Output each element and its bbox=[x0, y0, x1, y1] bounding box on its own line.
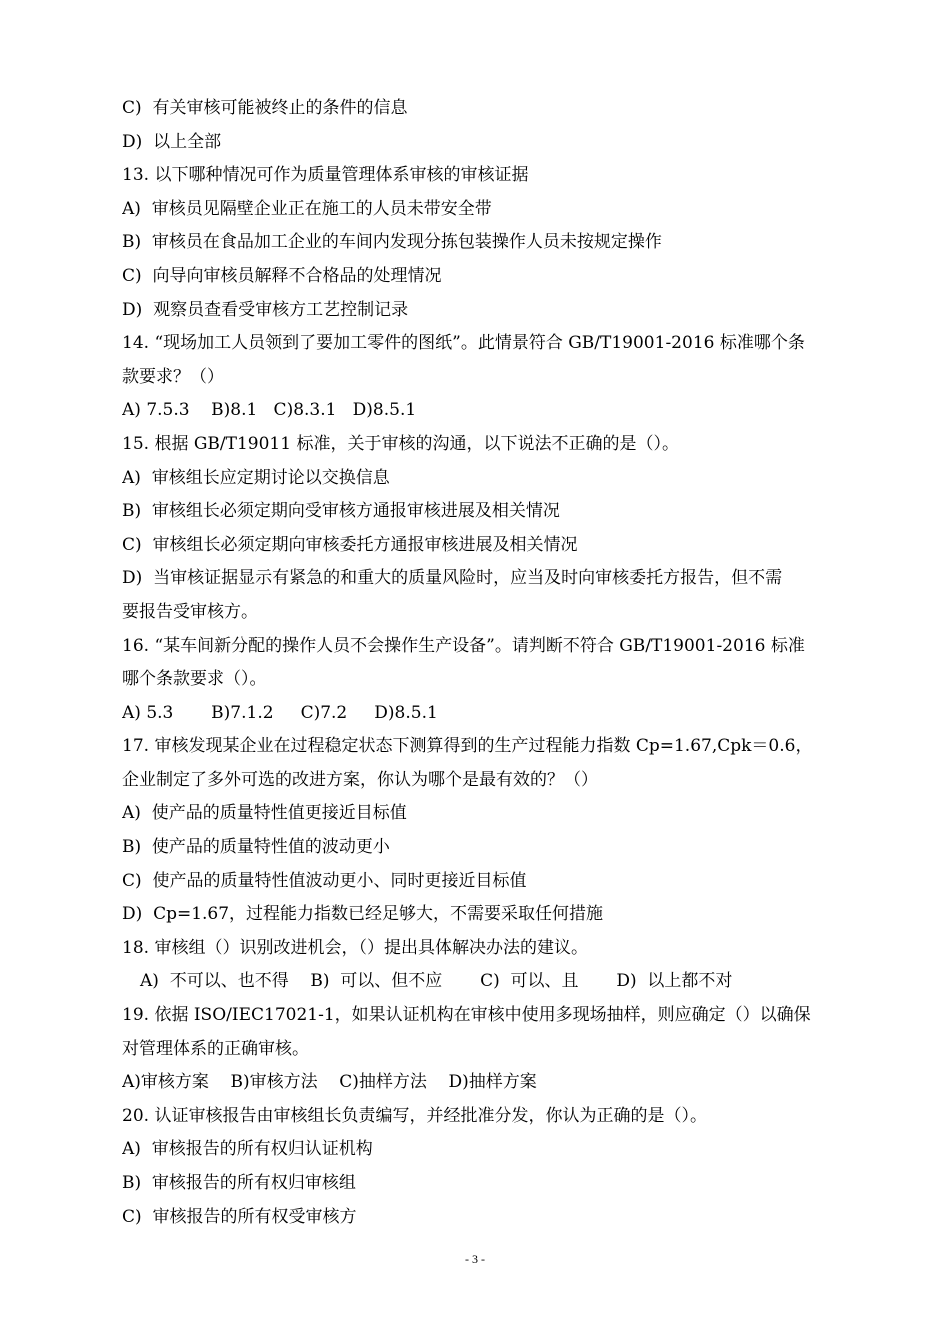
option-line: B) 审核组长必须定期向受审核方通报审核进展及相关情况 bbox=[122, 501, 560, 522]
question-line: 17. 审核发现某企业在过程稳定状态下测算得到的生产过程能力指数 Cp=1.67,Cpk＝0.6， bbox=[122, 736, 813, 757]
option-line: A) 使产品的质量特性值更接近目标值 bbox=[122, 803, 407, 824]
question-line: 18. 审核组（）识别改进机会，（）提出具体解决办法的建议。 bbox=[122, 937, 588, 958]
option-line: A) 7.5.3 B)8.1 C)8.3.1 D)8.5.1 bbox=[122, 400, 417, 421]
option-line: A) 审核报告的所有权归认证机构 bbox=[122, 1139, 373, 1160]
question-line: 款要求？（） bbox=[122, 366, 224, 387]
question-line: 20. 认证审核报告由审核组长负责编写，并经批准分发，你认为正确的是（）。 bbox=[122, 1105, 707, 1126]
question-line: 哪个条款要求（）。 bbox=[122, 669, 267, 690]
option-line: A) 审核员见隔壁企业正在施工的人员未带安全带 bbox=[122, 198, 492, 219]
option-line: B) 审核报告的所有权归审核组 bbox=[122, 1173, 356, 1193]
option-line: 要报告受审核方。 bbox=[122, 601, 258, 622]
option-line: C) 向导向审核员解释不合格品的处理情况 bbox=[122, 265, 442, 286]
question-line: 对管理体系的正确审核。 bbox=[122, 1038, 309, 1059]
option-line: C) 审核报告的所有权受审核方 bbox=[122, 1206, 357, 1227]
option-line: D) 当审核证据显示有紧急的和重大的质量风险时，应当及时向审核委托方报告，但不需 bbox=[122, 568, 783, 589]
question-line: 13. 以下哪种情况可作为质量管理体系审核的审核证据 bbox=[122, 165, 529, 186]
option-line: C) 有关审核可能被终止的条件的信息 bbox=[122, 98, 408, 118]
option-line: A)审核方案 B)审核方法 C)抽样方法 D)抽样方案 bbox=[122, 1072, 537, 1093]
option-line: C) 使产品的质量特性值波动更小、同时更接近目标值 bbox=[122, 870, 527, 891]
question-line: 企业制定了多外可选的改进方案，你认为哪个是最有效的？（） bbox=[122, 769, 598, 790]
option-line: C) 审核组长必须定期向审核委托方通报审核进展及相关情况 bbox=[122, 534, 578, 555]
question-line: 16. “某车间新分配的操作人员不会操作生产设备”。请判断不符合 GB/T19001-2016 标准 bbox=[122, 635, 805, 656]
question-line: 14. “现场加工人员领到了要加工零件的图纸”。此情景符合 GB/T19001-2016 标准哪个条 bbox=[122, 333, 805, 354]
option-line: D) Cp=1.67，过程能力指数已经足够大，不需要采取任何措施 bbox=[122, 904, 604, 925]
question-line: 15. 根据 GB/T19011 标准，关于审核的沟通，以下说法不正确的是（）。 bbox=[122, 433, 679, 454]
option-line: D) 观察员查看受审核方工艺控制记录 bbox=[122, 299, 409, 320]
option-line: A) 审核组长应定期讨论以交换信息 bbox=[122, 467, 390, 488]
option-line: A) 5.3 B)7.1.2 C)7.2 D)8.5.1 bbox=[122, 702, 438, 723]
page-body bbox=[122, 92, 867, 1234]
question-line: 19. 依据 ISO/IEC17021-1，如果认证机构在审核中使用多现场抽样，则应确定（）以确保 bbox=[122, 1005, 811, 1026]
option-line: D) 以上全部 bbox=[122, 131, 222, 152]
option-line: A) 不可以、也不得 B) 可以、但不应 C) 可以、且 D) 以上都不对 bbox=[140, 971, 733, 992]
option-line: B) 使产品的质量特性值的波动更小 bbox=[122, 837, 390, 858]
page-number: - 3 - bbox=[465, 1252, 485, 1266]
option-line: B) 审核员在食品加工企业的车间内发现分拣包装操作人员未按规定操作 bbox=[122, 232, 662, 253]
